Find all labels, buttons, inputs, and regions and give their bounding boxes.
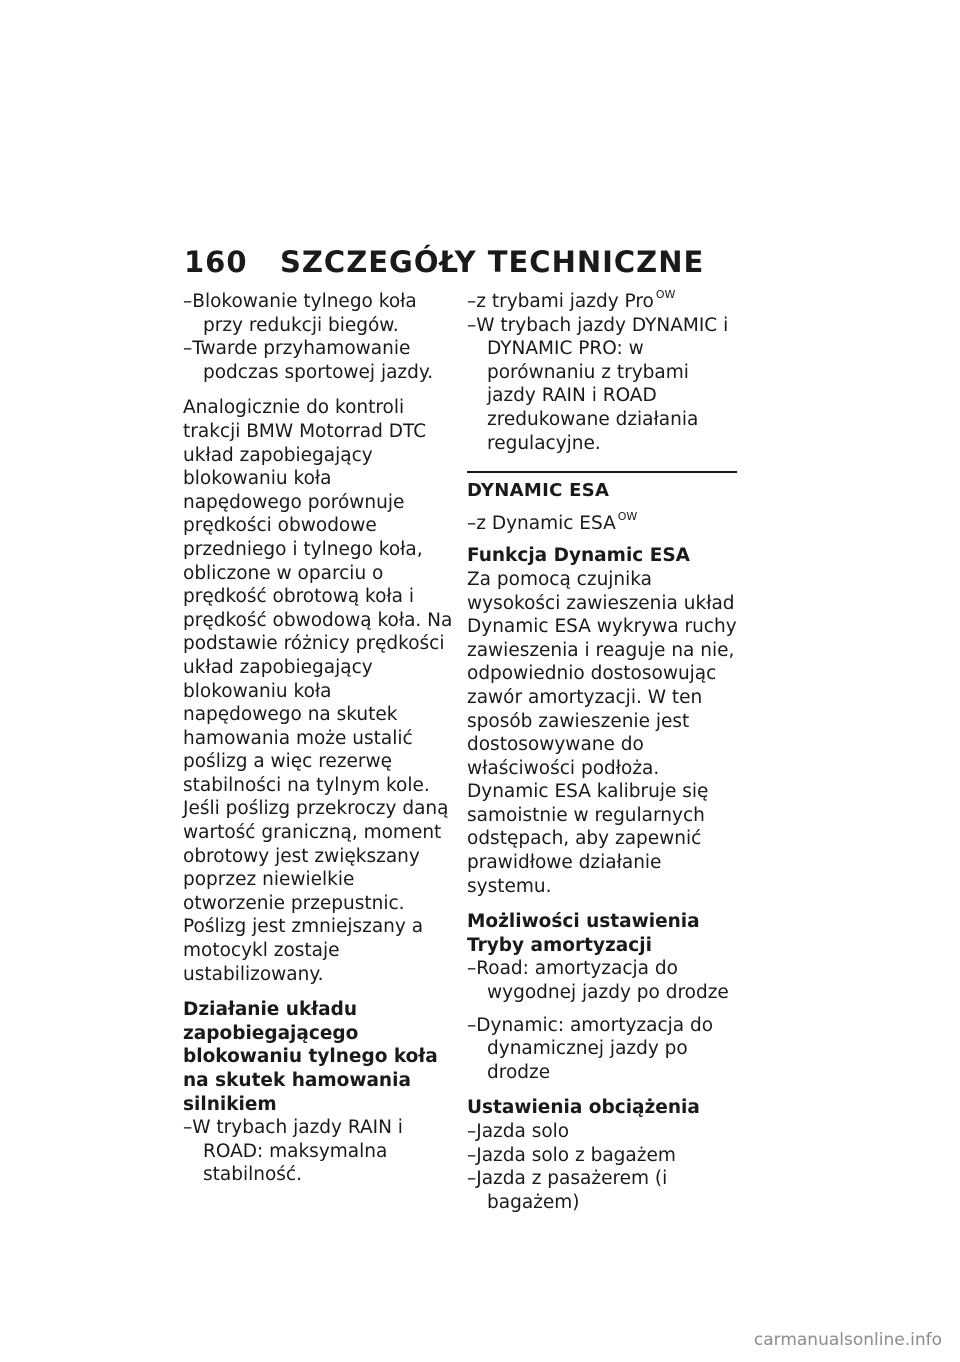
list-item: –Jazda solo (467, 1121, 570, 1142)
page-header (184, 240, 744, 284)
list-item: –Blokowanie tylnego koła przy redukcji biegów. (183, 291, 417, 336)
list-item: –W trybach jazdy RAIN i ROAD: maksymalna stabilność. (183, 1117, 403, 1186)
left-column (183, 290, 453, 1187)
list-item: –Dynamic: amortyzacja do dynamicznej jazdy po drodze (467, 1014, 714, 1083)
paragraph: Za pomocą czujnika wysokości zawieszenia układ Dynamic ESA wykrywa ruchy zawieszenia i reaguje na nie, odpowiednio dostosowując zawór amortyzacji. W ten sposób zawieszenie jest dostosowywane do właściwości podłoża. (467, 568, 737, 779)
subheading: Tryby amortyzacji (467, 934, 652, 956)
list-item: –Jazda solo z bagażem (467, 1144, 676, 1166)
paragraph: Dynamic ESA kalibruje się samoistnie w regularnych odstępach, aby zapewnić prawidłowe działanie systemu. (467, 781, 709, 897)
list-item: –Road: amortyzacja do wygodnej jazdy po drodze (467, 958, 729, 1004)
list-item: –z Dynamic ESA $^{OW}$ (467, 509, 638, 534)
section-title: DYNAMIC ESA (467, 471, 737, 503)
subheading: Ustawienia obciążenia (467, 1097, 700, 1119)
right-column (467, 290, 737, 1214)
option-marker: OW (617, 509, 638, 523)
list-item: –Jazda z pasażerem (i bagażem) (467, 1168, 668, 1213)
subheading: Działanie układu zapobiegającego blokowaniu tylnego koła na skutek hamowania silnikiem (183, 999, 438, 1115)
page-number: 160 (184, 245, 248, 279)
option-marker: OW (655, 288, 676, 301)
chapter-title: SZCZEGÓŁY TECHNICZNE (280, 245, 705, 279)
list-item: –z trybami jazdy Pro $^{OW}$ (467, 288, 676, 312)
watermark: carmanualsonline.info (753, 1330, 942, 1350)
paragraph: Jeśli poślizg przekroczy daną wartość graniczną, moment obrotowy jest zwiększany poprzez niewielkie otworzenie przepustnic. Poślizg jest zmniejszany a motocykl zostaje ustabilizowany. (183, 798, 449, 985)
paragraph: Analogicznie do kontroli trakcji BMW Motorrad DTC układ zapobiegający blokowaniu koła napędowego porównuje prędkości obwodowe przedniego i tylnego koła, obliczone w oparciu o prędkość obrotową koła i prędkość obwodową koła. Na podstawie różnicy prędkości układ zapobiegający blokowaniu koła napędowego na skutek hamowania może ustalić poślizg a więc rezerwę stabilności na tylnym kole. (183, 397, 453, 796)
subheading: Funkcja Dynamic ESA (467, 545, 690, 567)
list-item: –Twarde przyhamowanie podczas sportowej jazdy. (183, 338, 434, 383)
list-item: –W trybach jazdy DYNAMIC i DYNAMIC PRO: w porównaniu z trybami jazdy RAIN i ROAD zredukowane działania regulacyjne. (467, 314, 729, 454)
subheading: Możliwości ustawienia (467, 911, 700, 933)
